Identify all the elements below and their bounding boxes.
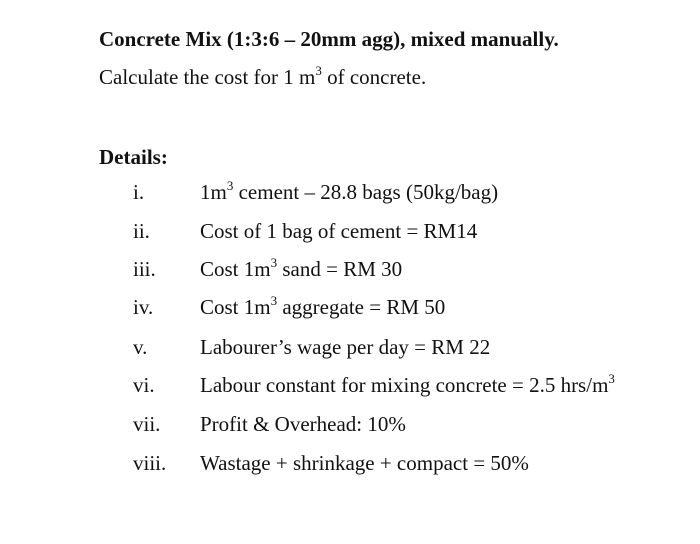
details-heading: Details: [99, 145, 168, 169]
item-number: iv. [133, 295, 154, 319]
list-item [0, 412, 700, 442]
item-number: ii. [133, 219, 150, 243]
item-text: Cost $1m^3$ sand = RM 30 [200, 255, 403, 281]
item-text: Wastage + shrinkage + compact = 50% [200, 451, 529, 475]
item-number: vii. [133, 412, 161, 436]
list-item [0, 257, 700, 287]
item-number: vi. [133, 373, 155, 397]
item-text: Labour constant for mixing concrete = 2.5 hrs/$m^3$ [200, 371, 615, 397]
item-number: v. [133, 335, 148, 359]
list-item [0, 219, 700, 249]
problem-title: Concrete Mix (1:3:6 – 20mm agg), mixed manually. [99, 27, 559, 51]
list-item [0, 451, 700, 481]
item-text: Profit & Overhead: 10% [200, 412, 406, 436]
item-text: $1m^3$ cement – 28.8 bags (50kg/bag) [200, 178, 499, 204]
list-item [0, 180, 700, 210]
list-item [0, 335, 700, 365]
subtitle-text: Calculate the cost for 1 m [99, 65, 316, 89]
item-text: Labourer’s wage per day = RM 22 [200, 335, 491, 359]
item-text: Cost of 1 bag of cement = RM14 [200, 219, 478, 243]
item-number: iii. [133, 257, 156, 281]
list-item [0, 373, 700, 403]
list-item [0, 295, 700, 325]
subtitle-text-end: of concrete. [321, 65, 427, 89]
item-number: i. [133, 180, 145, 204]
subtitle-superscript: 3 [315, 63, 322, 78]
item-text: Cost $1m^3$ aggregate = RM 50 [200, 293, 446, 319]
item-number: viii. [133, 451, 167, 475]
